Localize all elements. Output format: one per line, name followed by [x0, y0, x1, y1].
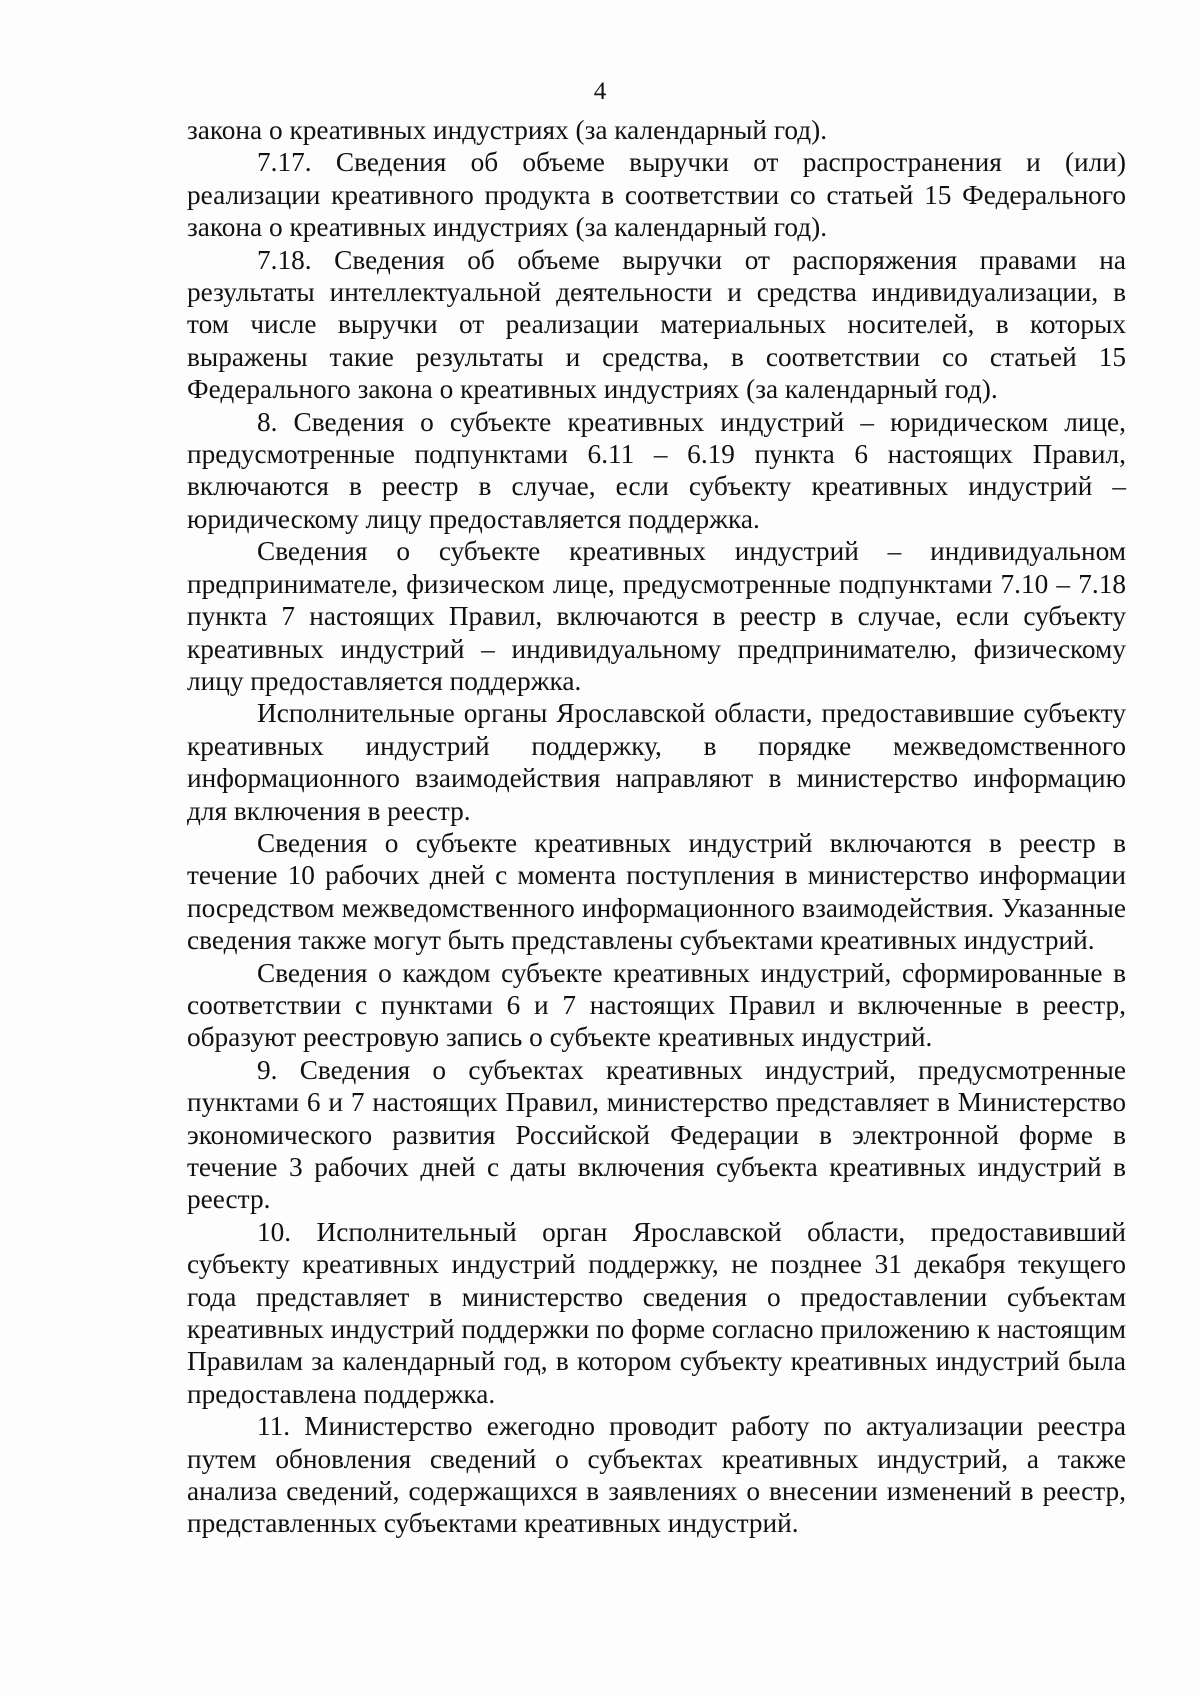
paragraph-9: 9. Сведения о субъектах креативных индустрий, предусмотренные пунктами 6 и 7 настоящих Правил, министерство представляет в Министерство экономического развития Российской Федерации в электронной форме в течение 3 рабочих дней с даты включения субъекта креативных индустрий в реестр.	[187, 1054, 1126, 1215]
document-body	[187, 114, 1126, 1540]
paragraph-7-17: 7.17. Сведения об объеме выручки от распространения и (или) реализации креативного продукта в соответствии со статьей 15 Федерального закона о креативных индустриях (за календарный год).	[187, 147, 1126, 243]
paragraph-11: 11. Министерство ежегодно проводит работу по актуализации реестра путем обновления сведений о субъектах креативных индустрий, а также анализа сведений, содержащихся в заявлениях о внесении изменений в реестр, представленных субъектами креативных индустрий.	[187, 1411, 1126, 1539]
paragraph-8-registry-entry: Сведения о каждом субъекте креативных индустрий, сформированные в соответствии с пунктами 6 и 7 настоящих Правил и включенные в реестр, образуют реестровую запись о субъекте креативных индустрий.	[187, 957, 1126, 1053]
paragraph-7-18: 7.18. Сведения об объеме выручки от распоряжения правами на результаты интеллектуальной деятельности и средства индивидуализации, в том числе выручки от реализации материальных носителей, в которых выражены такие результаты и средства, в соответствии со статьей 15 Федерального закона о креативных индустриях (за календарный год).	[187, 244, 1126, 405]
paragraph-8: 8. Сведения о субъекте креативных индустрий – юридическом лице, предусмотренные подпунктами 6.11 – 6.19 пункта 6 настоящих Правил, включаются в реестр в случае, если субъекту креативных индустрий – юридическому лицу предоставляется поддержка.	[187, 406, 1126, 534]
paragraph-8-inclusion-term: Сведения о субъекте креативных индустрий включаются в реестр в течение 10 рабочих дней с момента поступления в министерство информации посредством межведомственного информационного взаимодействия. Указанные сведения также могут быть представлены субъектами креативных индустрий.	[187, 827, 1126, 956]
paragraph-8-individuals: Сведения о субъекте креативных индустрий – индивидуальном предпринимателе, физическом лице, предусмотренные подпунктами 7.10 – 7.18 пункта 7 настоящих Правил, включаются в реестр в случае, если субъекту креативных индустрий – индивидуальному предпринимателю, физическому лицу предоставляется поддержка.	[187, 536, 1126, 696]
page-number: 4	[593, 78, 607, 105]
paragraph-10: 10. Исполнительный орган Ярославской области, предоставивший субъекту креативных индустрий поддержку, не позднее 31 декабря текущего года представляет в министерство сведения о предоставлении субъектам креативных индустрий поддержки по форме согласно приложению к настоящим Правилам за календарный год, в котором субъекту креативных индустрий была предоставлена поддержка.	[187, 1216, 1126, 1409]
paragraph-8-executive-bodies: Исполнительные органы Ярославской области, предоставившие субъекту креативных индустрий поддержку, в порядке межведомственного информационного взаимодействия направляют в министерство информацию для включения в реестр.	[187, 698, 1126, 826]
paragraph-continuation: закона о креативных индустриях (за календарный год).	[187, 115, 828, 145]
